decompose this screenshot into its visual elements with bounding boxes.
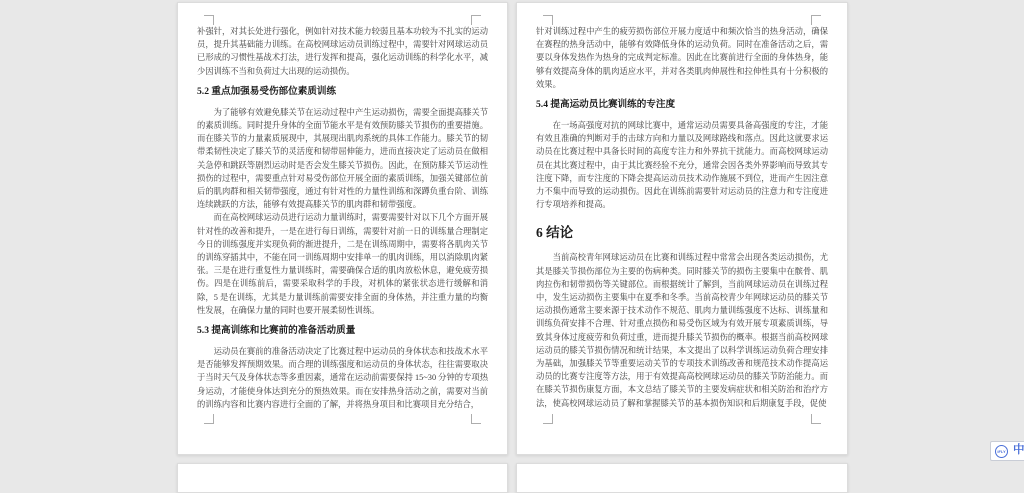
ime-logo-icon[interactable]: iFLY (995, 445, 1008, 458)
paragraph[interactable]: 在一场高强度对抗的网球比赛中，通常运动员需要具备高强度的专注，才能有效且准确的判断对手的击球方向和力量以及网球路线和落点。因此这就要求运动员在比赛过程中具备长时间的高度专注力和外界抗干扰能力。而高校网球运动员在其比赛过程中，由于其比赛经验不充分，通常会因各类外界影响而导致其专注度下降，而专注度的下降会提高运动员技术动作施展不到位，进而产生因注意力不集中而导致的运动损伤。因此在训练前需要针对运动员的注意力和专注度进行专项培养和提高。 (536, 121, 828, 210)
section-heading-5-3[interactable]: 5.3 提高训练和比赛前的准备活动质量 (197, 325, 356, 337)
margin-corner-mark-icon (543, 414, 553, 424)
section-heading-6-conclusion[interactable]: 6 结论 (536, 225, 574, 241)
document-page-right[interactable] (516, 2, 848, 455)
document-page-left[interactable] (177, 2, 508, 455)
margin-corner-mark-icon (471, 15, 481, 25)
ime-chinese-mode-toggle[interactable]: 中 (1013, 444, 1024, 457)
next-page-left[interactable] (177, 463, 508, 493)
page-text-area (536, 25, 828, 410)
section-heading-5-2[interactable]: 5.2 重点加强易受伤部位素质训练 (197, 85, 337, 97)
margin-corner-mark-icon (471, 414, 481, 424)
margin-corner-mark-icon (811, 414, 821, 424)
ime-status-bar[interactable] (990, 441, 1024, 461)
margin-corner-mark-icon (811, 15, 821, 25)
paragraph[interactable]: 为了能够有效避免膝关节在运动过程中产生运动损伤，需要全面提高膝关节的素质训练。同时提升身体的全面节能水平是有效预防膝关节损伤的重要措施。而在膝关节的力量素质展现中，其展现出肌肉系统的具体工作能力。膝关节的韧带柔韧性决定了膝关节的灵活度和韧带屈伸能力，进而直接决定了运动员在做相关急停和跳跃等剧烈运动时是否会发生膝关节损伤。因此，在预防膝关节运动性损伤的过程中，需要重点针对易受伤部位开展全面的素质训练，加强关键部位前后的肌肉群和相关韧带强度，通过有针对性的力量性训练和深蹲负重台阶、训练连续跳跃的方法，能够有效提高膝关节的肌肉群和韧带强度。 (197, 107, 488, 210)
paragraph[interactable]: 而在高校网球运动员进行运动力量训练时，需要需要针对以下几个方面开展针对性的改善和提升，一是在进行每日训练，需要针对前一日的训练量合理制定今日的训练强度并实现负荷的渐进提升，二是在训练周期中，需要将各肌肉关节的训练穿插其中，不能在同一训练周期中安排单一的肌肉训练，用以消除肌肉紧张。三是在进行重复性力量训练时，需要确保合适的肌肉放松休息，避免疲劳损伤。四是在训练前后，需要采取科学的手段，对机体的紧张状态进行缓解和消除，5 是在训练，尤其是力量训练前需要安排全面的身体热，并注重力量的均衡性发展，在确保力量的同时也要开展柔韧性训练。 (197, 213, 488, 315)
margin-corner-mark-icon (204, 15, 214, 25)
margin-corner-mark-icon (543, 15, 553, 25)
section-heading-5-4[interactable]: 5.4 提高运动员比赛训练的专注度 (536, 99, 676, 111)
margin-corner-mark-icon (204, 414, 214, 424)
paragraph[interactable]: 当前高校青年网球运动员在比赛和训练过程中常常会出现各类运动损伤，尤其是膝关节损伤部位为主要的伤病种类。同时膝关节的损伤主要集中在髌骨、肌肉拉伤和韧带损伤等关键部位。而根据统计了解到，当前网球运动员在训练过程中，发生运动损伤主要集中在夏季和冬季。当前高校青少年网球运动员的膝关节运动损伤通常主要来源于技术动作不规范、肌肉力量训练强度不达标、训练量和训练负荷安排不合理、针对重点损伤和易受伤区域为有效开展专项素质训练，导致其身体过度疲劳和负荷过重，进而提升膝关节损伤的概率。根据当前高校网球运动员的膝关节损伤情况和统计结果，本文提出了以科学训练运动负荷合理安排为基础，加强膝关节等重要运动关节的专项技术训练改善和规范技术动作提高运动员的比赛专注度等方法，用于有效提高高校网球运动员的膝关节防治能力。而在膝关节损伤康复方面，本文总结了膝关节的主要发病症状和相关防治和治疗方法，使高校网球运动员了解和掌握膝关节的基本损伤知识和后期康复手段，促使 (536, 253, 828, 408)
paragraph-continuation[interactable]: 补强针，对其长处进行强化，例如针对技术能力较弱且基本功较为不扎实的运动员，提升其基础能力训练。在高校网球运动员训练过程中，需要针对网球运动员已形成的习惯性基战术打法，进行发挥和提高，强化运动训练的科学化水平，减少因训练不当和负荷过大出现的运动损伤。 (197, 27, 488, 76)
next-page-right[interactable] (516, 463, 848, 493)
paragraph-continuation[interactable]: 针对训练过程中产生的疲劳损伤部位开展力度适中和频次恰当的热身活动，确保在赛程的热身活动中，能够有效降低身体的运动负荷。同时在准备活动之后，需要以身体发热作为热身的完成判定标准。因此在比赛前进行全面的身体热身，能够有效提高身体的肌肉适应水平，并对各类肌肉伸展性和拉伸性具有十分积极的效果。 (536, 27, 828, 89)
paragraph[interactable]: 运动员在赛前的准备活动决定了比赛过程中运动员的身体状态和技战术水平是否能够发挥预期效果。而合理的训练强度和运动员的身体状态，往往需要取决于当时天气及身体状态等多重因素，通常在运动前需要保持 15~30 分钟的专项热身运动，才能使身体达到充分的预热效果。而在安排热身活动之前，需要对当前的训练内容和比赛内容进行全面的了解，并将热身项目和比赛项目充分结合， (197, 347, 488, 409)
page-text-area (197, 25, 488, 411)
